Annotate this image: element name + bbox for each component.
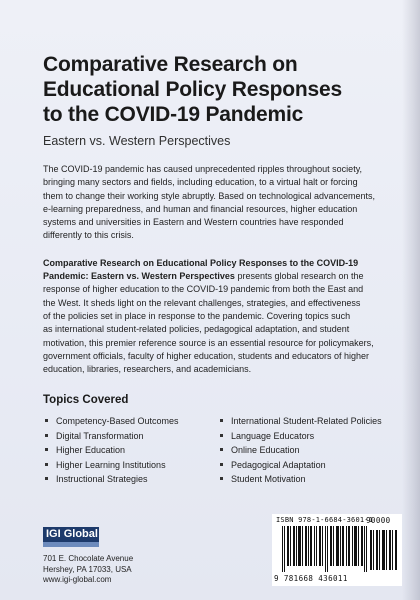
- book-title: [43, 52, 388, 127]
- bullet-icon: [45, 434, 48, 437]
- isbn-barcode: [272, 514, 402, 586]
- description-line: education, libraries, researchers, and academicians.: [43, 364, 252, 375]
- topic-item: Competency-Based Outcomes: [43, 414, 208, 429]
- description-line: of the policies set in place in response to the pandemic. Covering topics such: [43, 310, 351, 321]
- topics-list: [43, 414, 388, 487]
- igi-global-logo: IGI Global: [43, 527, 99, 547]
- description-bold-title: Pandemic: Eastern vs. Western Perspectives: [43, 271, 235, 282]
- publisher-website: www.igi-global.com: [43, 575, 112, 584]
- topic-item: Instructional Strategies: [43, 472, 208, 487]
- description-line: the West. It sheds light on the relevant challenges, strategies, and effectiveness: [43, 297, 361, 308]
- bullet-icon: [45, 463, 48, 466]
- topics-column-right: [218, 414, 388, 487]
- topic-item: Language Educators: [218, 429, 388, 444]
- bullet-icon: [220, 434, 223, 437]
- barcode-addon: 90000: [366, 516, 391, 525]
- isbn-label: ISBN 978-1-6684-3601-1: [276, 516, 374, 524]
- bullet-icon: [220, 477, 223, 480]
- intro-line: them to change their working style abruptly. Based on technological advancements,: [43, 190, 376, 201]
- bullet-icon: [45, 477, 48, 480]
- intro-line: differently to this crisis.: [43, 230, 134, 241]
- topic-item: Student Motivation: [218, 472, 388, 487]
- intro-line: bringing many sectors and fields, including education, to a virtual halt or forcing: [43, 177, 358, 188]
- barcode-digits: 9 781668 436011 90000: [274, 516, 391, 583]
- description-line: motivation, this premier reference source is an essential resource for policymakers,: [43, 337, 374, 348]
- publisher-address: [43, 554, 133, 586]
- title-line: Educational Policy Responses: [43, 78, 342, 101]
- cover-content: [43, 52, 388, 487]
- topic-item: Pedagogical Adaptation: [218, 458, 388, 473]
- bullet-icon: [45, 419, 48, 422]
- bullet-icon: [220, 448, 223, 451]
- topic-item: Higher Learning Institutions: [43, 458, 208, 473]
- address-line: 701 E. Chocolate Avenue: [43, 554, 134, 563]
- description-line: response of higher education to the COVID-19 pandemic from both the East and: [43, 284, 364, 295]
- intro-paragraph: [43, 163, 388, 243]
- title-line: to the COVID-19 Pandemic: [43, 103, 304, 126]
- address-line: Hershey, PA 17033, USA: [43, 564, 132, 574]
- description-line: as international student-related policies, pedagogical adaptation, and student: [43, 324, 350, 335]
- topic-item: Online Education: [218, 443, 388, 458]
- bullet-icon: [220, 463, 223, 466]
- description-line: presents global research on the: [234, 271, 364, 282]
- topic-item: Digital Transformation: [43, 429, 208, 444]
- barcode-icon: [282, 526, 398, 572]
- bullet-icon: [220, 419, 223, 422]
- intro-line: e-learning preparedness, and human and financial resources, higher education: [43, 203, 358, 214]
- topics-heading: Topics Covered: [43, 394, 129, 407]
- topic-item: International Student-Related Policies: [218, 414, 388, 429]
- topics-column-left: [43, 414, 208, 487]
- logo-strip: [43, 542, 99, 547]
- barcode-bars: [282, 526, 398, 572]
- title-line: Comparative Research on: [43, 53, 298, 76]
- intro-line: systems and universities in Eastern and Western countries have responded: [43, 217, 344, 228]
- description-paragraph: [43, 257, 388, 377]
- bullet-icon: [45, 448, 48, 451]
- description-line: government officials, faculty of higher education, students and educators of higher: [43, 350, 370, 361]
- spine-shadow: [402, 0, 420, 600]
- book-subtitle: Eastern vs. Western Perspectives: [43, 134, 231, 148]
- description-bold-title: Comparative Research on Educational Policy Responses to the COVID-19: [43, 257, 359, 268]
- publisher-block: [43, 527, 133, 586]
- intro-line: The COVID-19 pandemic has caused unprecedented ripples throughout society,: [43, 164, 363, 174]
- topic-item: Higher Education: [43, 443, 208, 458]
